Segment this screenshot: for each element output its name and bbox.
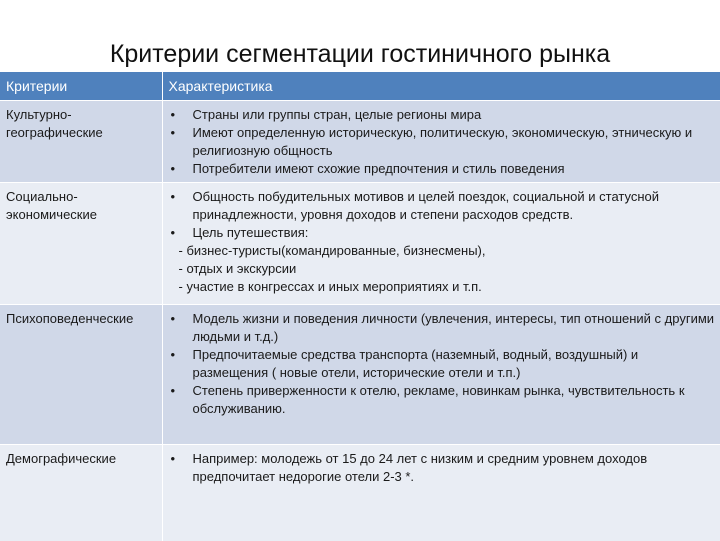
- characteristic-cell: [162, 101, 720, 183]
- bullet-item: • Потребители имеют схожие предпочтения и стиль поведения: [169, 160, 716, 178]
- bullet-list: [169, 106, 716, 178]
- bullet-list: [169, 188, 716, 242]
- bullet-item: • Цель путешествия:: [169, 224, 716, 242]
- bullet-item: • Модель жизни и поведения личности (увлечения, интересы, тип отношений с другими людьми и т.д.): [169, 310, 716, 346]
- criterion-cell: [0, 101, 162, 183]
- characteristic-cell: [162, 183, 720, 305]
- criterion-label: Социально-экономические: [6, 189, 97, 222]
- criterion-cell: [0, 305, 162, 445]
- table-row: [0, 305, 720, 445]
- bullet-item: • Общность побудительных мотивов и целей поездок, социальной и статусной принадлежности, уровня доходов и степени расходов средств.: [169, 188, 716, 224]
- criterion-label: Психоповеденческие: [6, 311, 134, 326]
- dash-item: - участие в конгрессах и иных мероприятиях и т.п.: [178, 279, 482, 294]
- criterion-cell: [0, 183, 162, 305]
- criterion-label: Демографические: [6, 451, 117, 466]
- header-criteria: Критерии: [0, 72, 162, 101]
- table-row: [0, 183, 720, 305]
- bullet-list: [169, 450, 716, 486]
- header-characteristic: Характеристика: [162, 72, 720, 101]
- table-row: [0, 101, 720, 183]
- bullet-list: [169, 310, 716, 418]
- bullet-item: • Например: молодежь от 15 до 24 лет с низким и средним уровнем доходов предпочитает недорогие отели 2-3 *.: [169, 450, 716, 486]
- bullet-item: • Страны или группы стран, целые регионы мира: [169, 106, 716, 124]
- slide-title: Критерии сегментации гостиничного рынка: [109, 40, 611, 68]
- characteristic-cell: [162, 445, 720, 541]
- table-row: [0, 445, 720, 541]
- criterion-cell: [0, 445, 162, 541]
- bullet-item: • Степень приверженности к отелю, рекламе, новинкам рынка, чувствительность к обслуживанию.: [169, 382, 716, 418]
- dash-item: - отдых и экскурсии: [178, 261, 297, 276]
- criteria-table: [0, 72, 720, 541]
- table-header-row: [0, 72, 720, 101]
- criterion-label: Культурно-географические: [6, 107, 103, 140]
- dash-item: - бизнес-туристы(командированные, бизнесмены),: [178, 243, 486, 258]
- bullet-item: • Имеют определенную историческую, политическую, экономическую, этническую и религиозную общность: [169, 124, 716, 160]
- bullet-item: • Предпочитаемые средства транспорта (наземный, водный, воздушный) и размещения ( новые отели, исторические отели и т.п.): [169, 346, 716, 382]
- characteristic-cell: [162, 305, 720, 445]
